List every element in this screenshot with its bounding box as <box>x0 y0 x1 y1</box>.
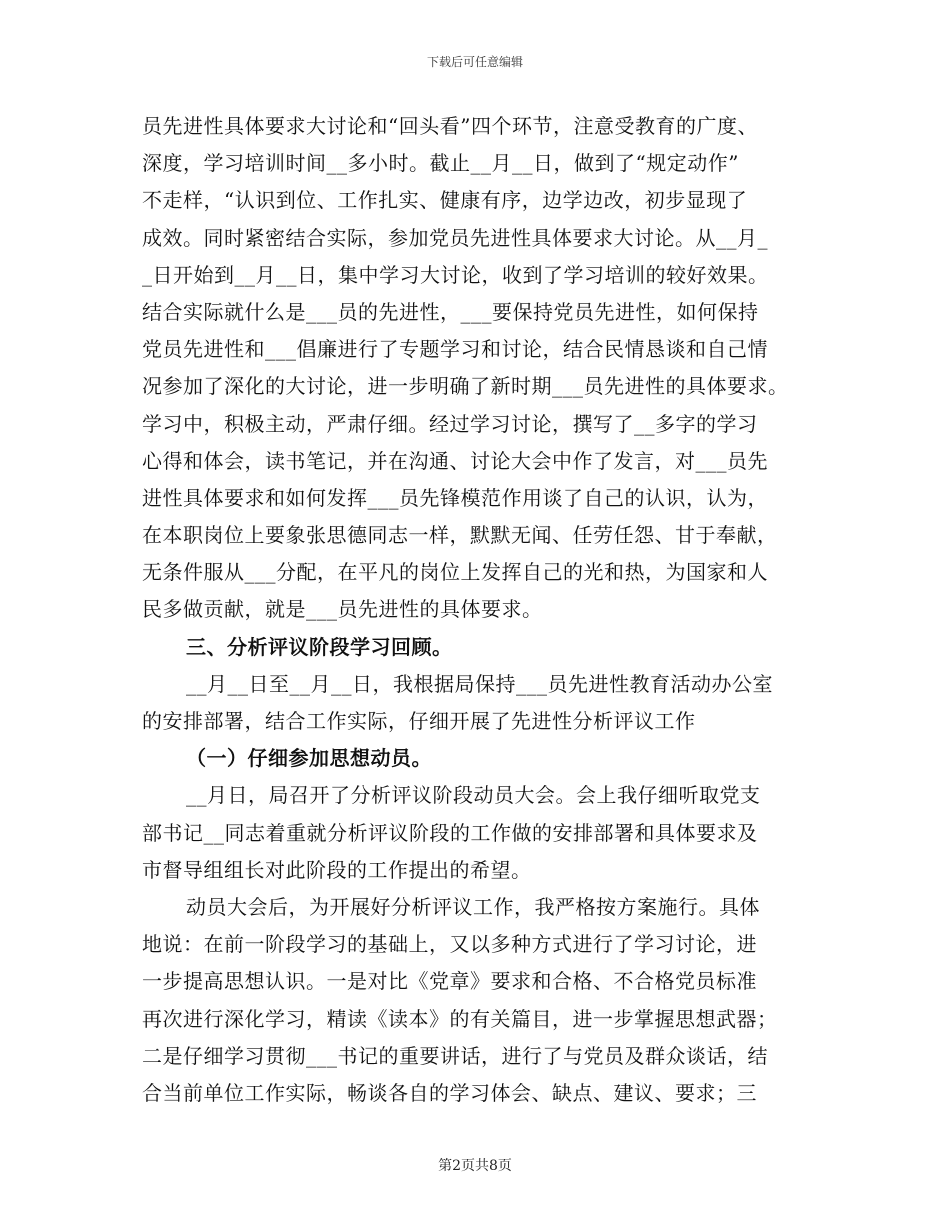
text-line: 市督导组组长对此阶段的工作提出的希望。 <box>142 857 532 882</box>
text-line: 心得和体会，读书笔记，并在沟通、讨论大会中作了发言，对___员先 <box>142 448 768 473</box>
section-heading: （一）仔细参加思想动员。 <box>186 746 432 771</box>
text-line: 党员先进性和___倡廉进行了专题学习和讨论，结合民情恳谈和自己情 <box>142 337 768 362</box>
page-indicator: 第2页共8页 <box>438 1158 512 1174</box>
text-line: 学习中，积极主动，严肃仔细。经过学习讨论，撰写了__多字的学习 <box>142 411 758 436</box>
text-line: 深度，学习培训时间__多小时。截止__月__日，做到了“规定动作” <box>142 151 739 176</box>
text-line: 成效。同时紧密结合实际，参加党员先进性具体要求大讨论。从__月_ <box>142 225 768 250</box>
text-line: 不走样，“认识到位、工作扎实、健康有序，边学边改，初步显现了 <box>142 188 748 213</box>
text-line: __月__日至__月__日，我根据局保持___员先进性教育活动办公室 <box>186 671 773 696</box>
text-line: 在本职岗位上要象张思德同志一样，默默无闻、任劳任怨、甘于奉献， <box>142 523 778 548</box>
document-body <box>142 108 822 1112</box>
text-line: 无条件服从___分配，在平凡的岗位上发挥自己的光和热，为国家和人 <box>142 560 768 585</box>
text-line: 员先进性具体要求大讨论和“回头看”四个环节，注意受教育的广度、 <box>142 114 758 138</box>
header-note: 下载后可任意编辑 <box>426 55 523 69</box>
text-line: 动员大会后，为开展好分析评议工作，我严格按方案施行。具体 <box>186 894 760 919</box>
text-line: 再次进行深化学习，精读《读本》的有关篇目，进一步掌握思想武器； <box>142 1006 778 1031</box>
text-line: 的安排部署，结合工作实际，仔细开展了先进性分析评议工作 <box>142 709 696 733</box>
text-line: 结合实际就什么是___员的先进性，___要保持党员先进性，如何保持 <box>142 299 759 324</box>
text-line: 二是仔细学习贯彻___书记的重要讲话，进行了与党员及群众谈话，结 <box>142 1043 768 1068</box>
text-line: 地说：在前一阶段学习的基础上，又以多种方式进行了学习讨论，进 <box>142 932 757 957</box>
text-line: 况参加了深化的大讨论，进一步明确了新时期___员先进性的具体要求。 <box>142 374 789 399</box>
text-line: 部书记__同志着重就分析评议阶段的工作做的安排部署和具体要求及 <box>142 820 758 845</box>
text-line: 合当前单位工作实际，畅谈各自的学习体会、缺点、建议、要求；三 <box>142 1080 757 1105</box>
text-line: 进性具体要求和如何发挥___员先锋模范作用谈了自己的认识，认为， <box>142 485 768 510</box>
text-line: _日开始到__月__日，集中学习大讨论，收到了学习培训的较好效果。 <box>142 262 769 287</box>
text-line: __月日，局召开了分析评议阶段动员大会。会上我仔细听取党支 <box>186 783 761 808</box>
text-line: 一步提高思想认识。一是对比《党章》要求和合格、不合格党员标准 <box>142 969 757 994</box>
section-heading: 三、分析评议阶段学习回顾。 <box>186 634 453 659</box>
text-line: 民多做贡献，就是___员先进性的具体要求。 <box>142 597 543 622</box>
